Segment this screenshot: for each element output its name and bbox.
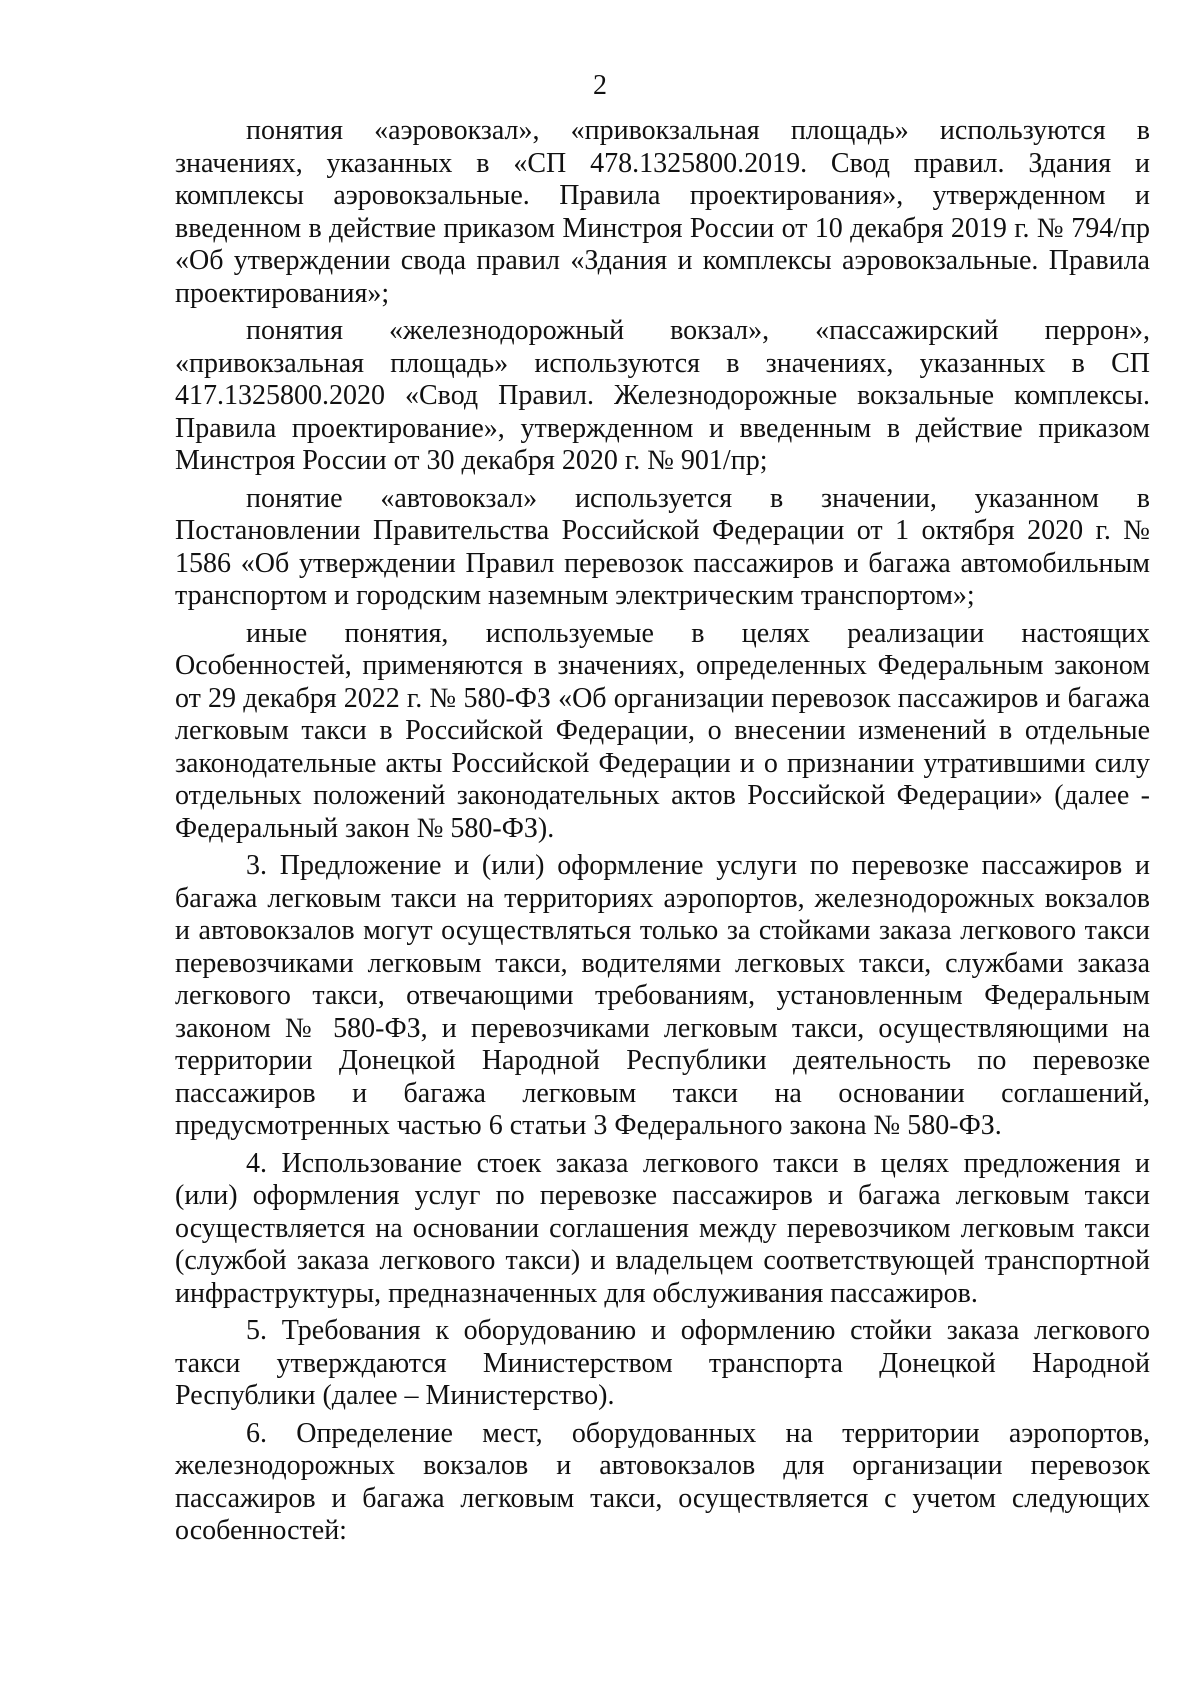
document-body (175, 115, 1150, 1553)
page-number: 2 (593, 70, 607, 101)
paragraph-other-definitions: иные понятия, используемые в целях реализации настоящих Особенностей, применяются в значениях, определенных Федеральным законом от 29 декабря 2022 г. № 580-ФЗ «Об организации перевозок пассажиров и багажа легковым такси в Российской Федерации, о внесении изменений в отдельные законодательные акты Российской Федерации и о признании утратившими силу отдельных положений законодательных актов Российской Федерации» (далее - Федеральный закон № 580-ФЗ). (175, 617, 1150, 844)
paragraph-definition-air-terminal: понятия «аэровокзал», «привокзальная площадь» используются в значениях, указанных в «СП 478.1325800.2019. Свод правил. Здания и комплексы аэровокзальные. Правила проектирования», утвержденном и введенном в действие приказом Минстроя России от 10 декабря 2019 г. № 794/пр «Об утверждении свода правил «Здания и комплексы аэровокзальные. Правила проектирования»; (175, 115, 1150, 309)
paragraph-item-3: 3. Предложение и (или) оформление услуги по перевозке пассажиров и багажа легковым такси на территориях аэропортов, железнодорожных вокзалов и автовокзалов могут осуществляться только за стойками заказа легкового такси перевозчиками легковым такси, водителями легковых такси, службами заказа легкового такси, отвечающими требованиям, установленным Федеральным законом № 580-ФЗ, и перевозчиками легковым такси, осуществляющими на территории Донецкой Народной Республики деятельность по перевозке пассажиров и багажа легковым такси на основании соглашений, предусмотренных частью 6 статьи 3 Федерального закона № 580-ФЗ. (175, 850, 1150, 1141)
paragraph-definition-railway-station: понятия «железнодорожный вокзал», «пассажирский перрон», «привокзальная площадь» используются в значениях, указанных в СП 417.1325800.2020 «Свод Правил. Железнодорожные вокзальные комплексы. Правила проектирование», утвержденном и введенным в действие приказом Минстроя России от 30 декабря 2020 г. № 901/пр; (175, 315, 1150, 476)
paragraph-definition-bus-station: понятие «автовокзал» используется в значении, указанном в Постановлении Правительства Российской Федерации от 1 октября 2020 г. № 1586 «Об утверждении Правил перевозок пассажиров и багажа автомобильным транспортом и городским наземным электрическим транспортом»; (175, 482, 1150, 611)
paragraph-item-6: 6. Определение мест, оборудованных на территории аэропортов, железнодорожных вокзалов и автовокзалов для организации перевозок пассажиров и багажа легковым такси, осуществляется с учетом следующих особенностей: (175, 1417, 1150, 1546)
paragraph-item-4: 4. Использование стоек заказа легкового такси в целях предложения и (или) оформления услуг по перевозке пассажиров и багажа легковым такси осуществляется на основании соглашения между перевозчиком легковым такси (службой заказа легкового такси) и владельцем соответствующей транспортной инфраструктуры, предназначенных для обслуживания пассажиров. (175, 1147, 1150, 1309)
paragraph-item-5: 5. Требования к оборудованию и оформлению стойки заказа легкового такси утверждаются Министерством транспорта Донецкой Народной Республики (далее – Министерство). (175, 1315, 1150, 1411)
